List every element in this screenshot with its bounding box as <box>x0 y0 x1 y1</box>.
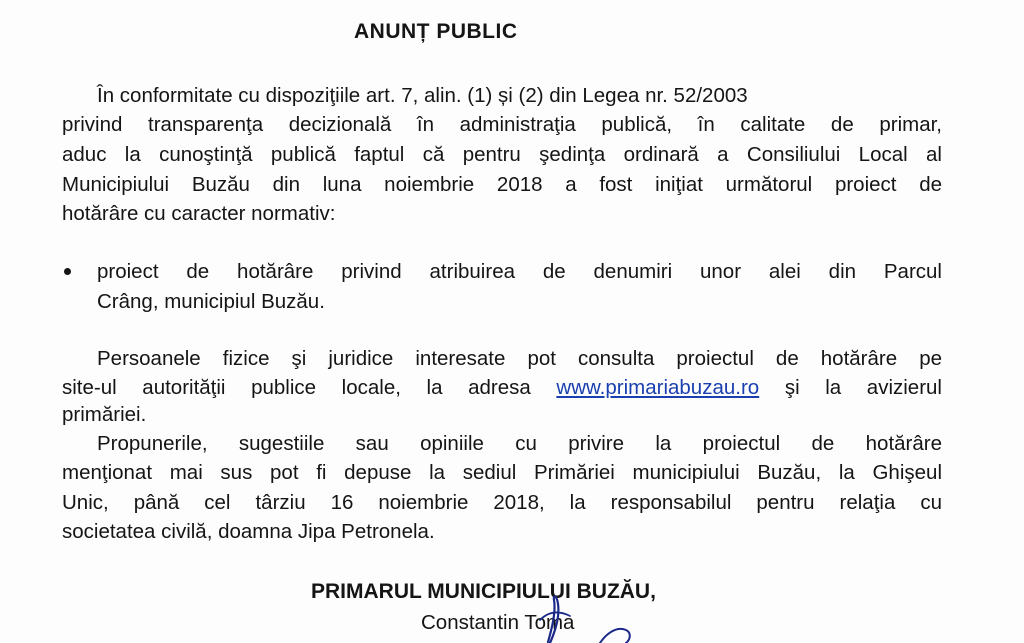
website-link[interactable]: www.primariabuzau.ro <box>556 376 760 399</box>
paragraph1-line: În conformitate cu dispoziţiile art. 7, alin. (1) și (2) din Legea nr. 52/2003 <box>97 84 748 107</box>
paragraph3-line: societatea civilă, doamna Jipa Petronela. <box>62 520 435 543</box>
paragraph3-line: Propunerile, sugestiile sau opiniile cu privire la proiectul de hotărâre <box>97 432 942 455</box>
paragraph2-line <box>62 378 942 399</box>
paragraph2-line: primăriei. <box>62 403 147 426</box>
paragraph1-line: hotărâre cu caracter normativ: <box>62 202 336 225</box>
handwritten-signature <box>530 590 660 643</box>
paragraph1-line: privind transparenţa decizională în administraţia publică, în calitate de primar, <box>62 113 942 136</box>
paragraph2-text: site-ul autorităţii publice locale, la adresa <box>62 376 557 399</box>
mayor-name: Constantin Toma <box>421 611 575 634</box>
paragraph1-line: aduc la cunoştinţă publică faptul că pentru şedinţa ordinară a Consiliului Local al <box>62 143 942 166</box>
document-title: ANUNȚ PUBLIC <box>354 20 518 43</box>
paragraph1-line: Municipiului Buzău din luna noiembrie 2018 a fost iniţiat următorul proiect de <box>62 173 942 196</box>
bullet-point <box>64 268 71 275</box>
paragraph3-line: menţionat mai sus pot fi depuse la sediul Primăriei municipiului Buzău, la Ghişeul <box>62 461 942 484</box>
paragraph2-line: Persoanele fizice şi juridice interesate pot consulta proiectul de hotărâre pe <box>97 347 942 370</box>
mayor-office-label: PRIMARUL MUNICIPIULUI BUZĂU, <box>311 580 656 603</box>
paragraph2-text: şi la avizierul <box>759 376 942 399</box>
paragraph3-line: Unic, până cel târziu 16 noiembrie 2018, la responsabilul pentru relaţia cu <box>62 491 942 514</box>
bullet-line: proiect de hotărâre privind atribuirea de denumiri unor alei din Parcul <box>97 260 942 283</box>
bullet-line: Crâng, municipiul Buzău. <box>97 290 325 313</box>
